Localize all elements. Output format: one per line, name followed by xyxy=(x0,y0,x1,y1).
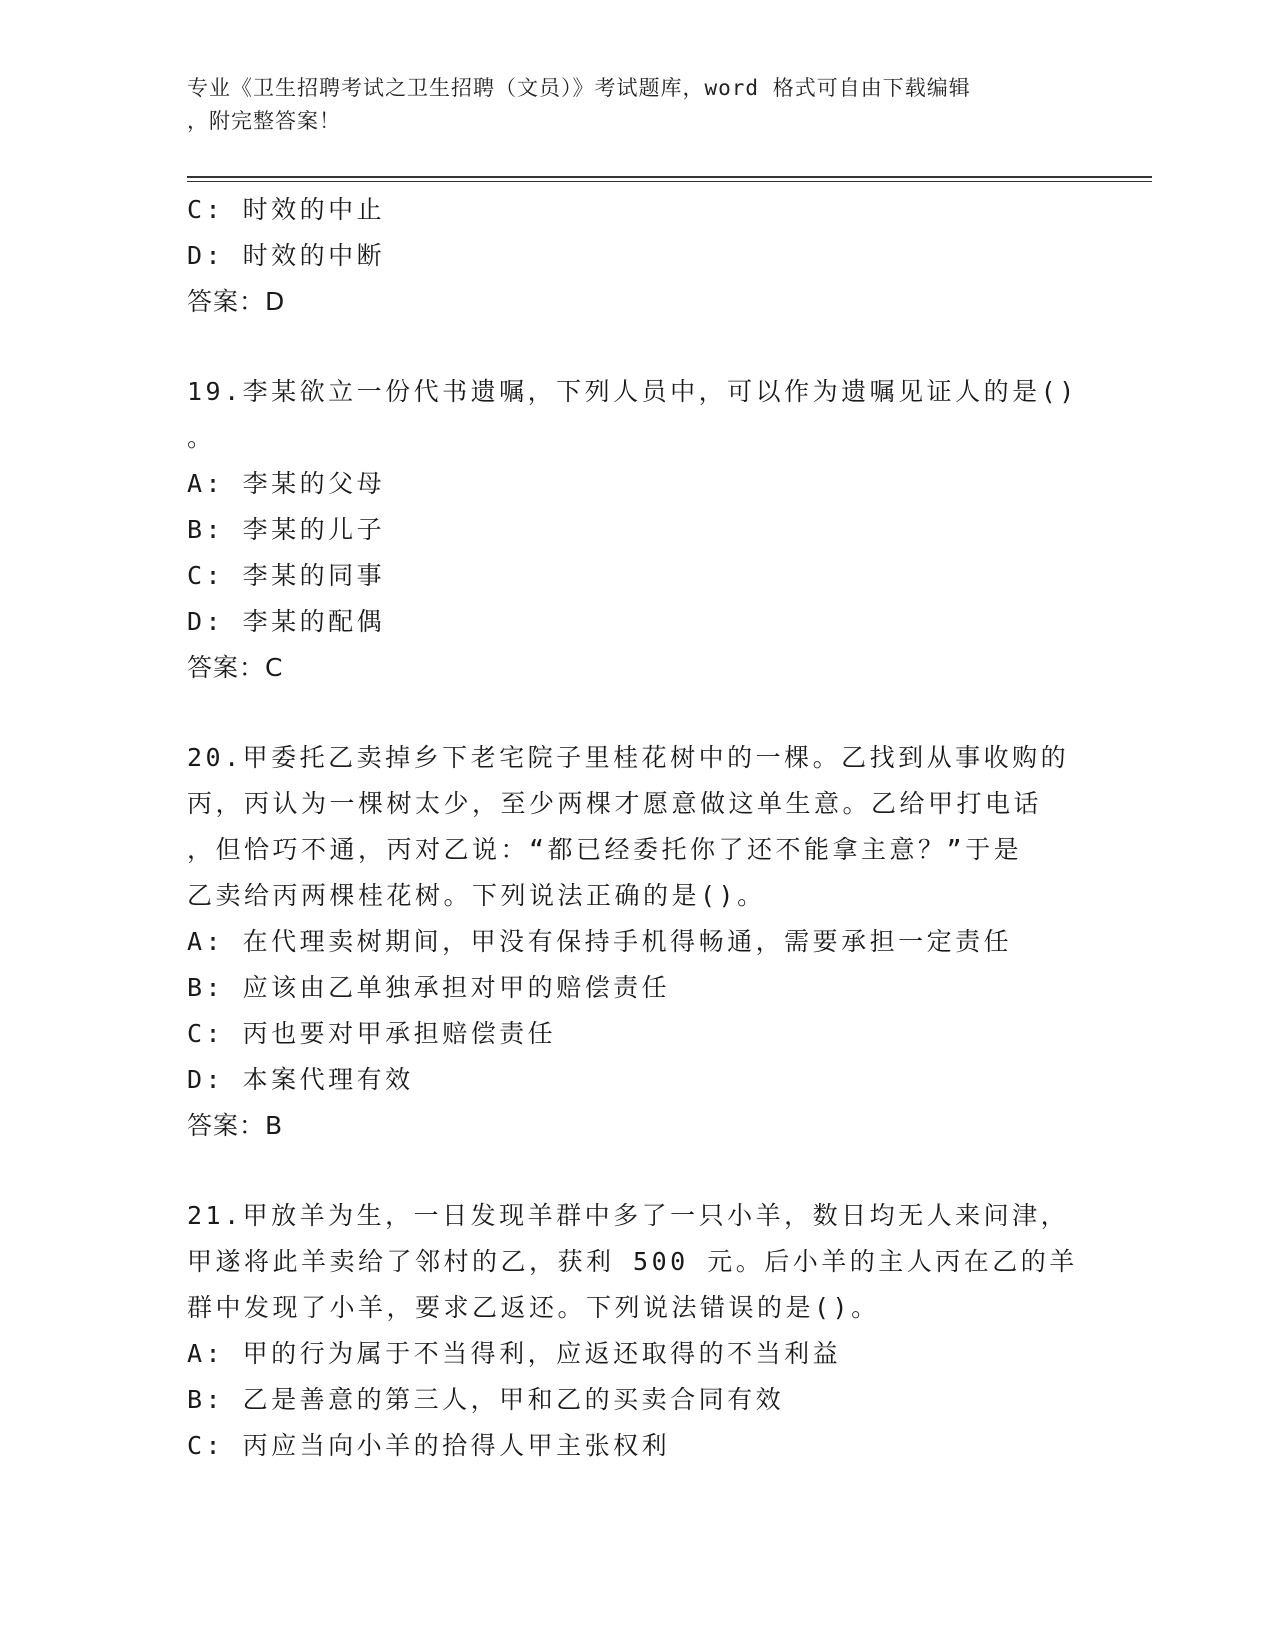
question-gap xyxy=(187,1149,1087,1193)
option-b: B: 乙是善意的第三人，甲和乙的买卖合同有效 xyxy=(187,1385,785,1414)
option-a: A: 在代理卖树期间，甲没有保持手机得畅通，需要承担一定责任 xyxy=(187,927,1013,956)
option-b: B: 李某的儿子 xyxy=(187,515,386,544)
option-c: C: 时效的中止 xyxy=(187,195,386,224)
option-d: D: 时效的中断 xyxy=(187,241,386,270)
question-21 xyxy=(187,1193,1087,1469)
question-19 xyxy=(187,369,1087,691)
answer-line: 答案：C xyxy=(187,653,284,682)
question-text-line: 19.李某欲立一份代书遗嘱，下列人员中，可以作为遗嘱见证人的是() xyxy=(187,377,1078,406)
header-line-2: ，附完整答案！ xyxy=(187,109,341,133)
option-a: A: 甲的行为属于不当得利，应返还取得的不当利益 xyxy=(187,1339,842,1368)
option-d: D: 本案代理有效 xyxy=(187,1065,414,1094)
option-c: C: 丙也要对甲承担赔偿责任 xyxy=(187,1019,557,1048)
question-text-line: 21.甲放羊为生，一日发现羊群中多了一只小羊，数日均无人来问津， xyxy=(187,1201,1070,1230)
question-text-line: 群中发现了小羊，要求乙返还。下列说法错误的是()。 xyxy=(187,1293,880,1322)
question-gap xyxy=(187,325,1087,369)
question-text-line: 。 xyxy=(187,423,216,452)
question-text-line: 20.甲委托乙卖掉乡下老宅院子里桂花树中的一棵。乙找到从事收购的 xyxy=(187,743,1070,772)
header-rule-thin xyxy=(187,181,1152,182)
option-c: C: 丙应当向小羊的拾得人甲主张权利 xyxy=(187,1431,671,1460)
option-a: A: 李某的父母 xyxy=(187,469,386,498)
header-rule-thick xyxy=(187,176,1152,178)
question-text-line: 丙，丙认为一棵树太少，至少两棵才愿意做这单生意。乙给甲打电话 xyxy=(187,789,1043,818)
question-18-options xyxy=(187,187,1087,325)
document-header xyxy=(187,72,1067,138)
option-c: C: 李某的同事 xyxy=(187,561,386,590)
question-content xyxy=(187,187,1087,1469)
option-d: D: 李某的配偶 xyxy=(187,607,386,636)
question-text-line: 甲遂将此羊卖给了邻村的乙，获利 500 元。后小羊的主人丙在乙的羊 xyxy=(187,1247,1078,1276)
question-gap xyxy=(187,691,1087,735)
question-text-line: 乙卖给丙两棵桂花树。下列说法正确的是()。 xyxy=(187,881,766,910)
question-20 xyxy=(187,735,1087,1149)
answer-line: 答案：D xyxy=(187,287,286,316)
header-line-1: 专业《卫生招聘考试之卫生招聘（文员）》考试题库，word 格式可自由下载编辑 xyxy=(187,76,971,100)
question-text-line: ，但恰巧不通，丙对乙说：“都已经委托你了还不能拿主意？”于是 xyxy=(187,835,1023,864)
answer-line: 答案：B xyxy=(187,1111,284,1140)
option-b: B: 应该由乙单独承担对甲的赔偿责任 xyxy=(187,973,671,1002)
